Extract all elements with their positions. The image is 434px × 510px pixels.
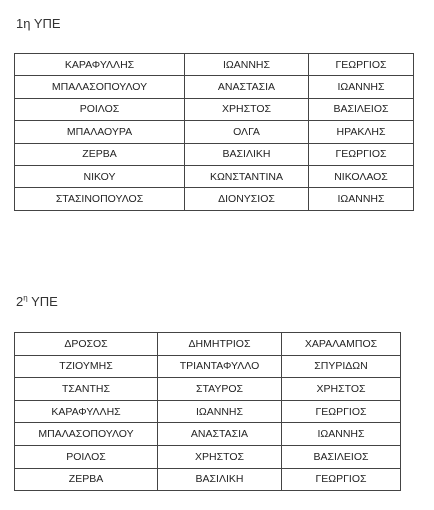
first-name-cell: ΧΡΗΣΤΟΣ: [185, 98, 309, 120]
father-name-cell: ΙΩΑΝΝΗΣ: [309, 76, 414, 98]
table-row: [15, 445, 401, 468]
surname-cell: ΚΑΡΑΦΥΛΛΗΣ: [15, 400, 158, 423]
father-name-cell: ΝΙΚΟΛΑΟΣ: [309, 165, 414, 187]
table-row: [15, 378, 401, 401]
table-row: [15, 355, 401, 378]
surname-cell: ΜΠΑΛΑΟΥΡΑ: [15, 121, 185, 143]
surname-cell: ΝΙΚΟΥ: [15, 165, 185, 187]
surname-cell: ΡΟΙΛΟΣ: [15, 445, 158, 468]
father-name-cell: ΓΕΩΡΓΙΟΣ: [309, 143, 414, 165]
table-row: [15, 98, 414, 120]
father-name-cell: ΧΡΗΣΤΟΣ: [282, 378, 401, 401]
section-2-heading-number: 2: [16, 294, 24, 309]
father-name-cell: ΓΕΩΡΓΙΟΣ: [309, 54, 414, 76]
table-row: [15, 188, 414, 210]
first-name-cell: ΤΡΙΑΝΤΑΦΥΛΛΟ: [158, 355, 282, 378]
surname-cell: ΖΕΡΒΑ: [15, 468, 158, 491]
father-name-cell: ΙΩΑΝΝΗΣ: [309, 188, 414, 210]
section-2-heading: [16, 294, 58, 309]
father-name-cell: ΓΕΩΡΓΙΟΣ: [282, 400, 401, 423]
surname-cell: ΚΑΡΑΦΥΛΛΗΣ: [15, 54, 185, 76]
table-row: [15, 423, 401, 446]
surname-cell: ΖΕΡΒΑ: [15, 143, 185, 165]
table-row: [15, 333, 401, 356]
first-name-cell: ΧΡΗΣΤΟΣ: [158, 445, 282, 468]
first-name-cell: ΙΩΑΝΝΗΣ: [158, 400, 282, 423]
table-row: [15, 54, 414, 76]
table-row: [15, 400, 401, 423]
surname-cell: ΡΟΙΛΟΣ: [15, 98, 185, 120]
section-2-heading-text: ΥΠΕ: [27, 294, 58, 309]
father-name-cell: ΣΠΥΡΙΔΩΝ: [282, 355, 401, 378]
first-name-cell: ΟΛΓΑ: [185, 121, 309, 143]
surname-cell: ΤΖΙΟΥΜΗΣ: [15, 355, 158, 378]
first-name-cell: ΒΑΣΙΛΙΚΗ: [158, 468, 282, 491]
table-row: [15, 121, 414, 143]
section-2-heading-superscript: η: [23, 293, 28, 303]
section-2-table: [14, 332, 401, 491]
surname-cell: ΜΠΑΛΑΣΟΠΟΥΛΟΥ: [15, 76, 185, 98]
table-row: [15, 165, 414, 187]
father-name-cell: ΒΑΣΙΛΕΙΟΣ: [282, 445, 401, 468]
section-1-heading: 1η ΥΠΕ: [16, 16, 61, 31]
table-row: [15, 76, 414, 98]
surname-cell: ΔΡΟΣΟΣ: [15, 333, 158, 356]
father-name-cell: ΗΡΑΚΛΗΣ: [309, 121, 414, 143]
first-name-cell: ΔΙΟΝΥΣΙΟΣ: [185, 188, 309, 210]
first-name-cell: ΒΑΣΙΛΙΚΗ: [185, 143, 309, 165]
first-name-cell: ΚΩΝΣΤΑΝΤΙΝΑ: [185, 165, 309, 187]
father-name-cell: ΒΑΣΙΛΕΙΟΣ: [309, 98, 414, 120]
surname-cell: ΣΤΑΣΙΝΟΠΟΥΛΟΣ: [15, 188, 185, 210]
first-name-cell: ΙΩΑΝΝΗΣ: [185, 54, 309, 76]
father-name-cell: ΧΑΡΑΛΑΜΠΟΣ: [282, 333, 401, 356]
first-name-cell: ΔΗΜΗΤΡΙΟΣ: [158, 333, 282, 356]
surname-cell: ΤΣΑΝΤΗΣ: [15, 378, 158, 401]
father-name-cell: ΙΩΑΝΝΗΣ: [282, 423, 401, 446]
first-name-cell: ΑΝΑΣΤΑΣΙΑ: [185, 76, 309, 98]
table-row: [15, 468, 401, 491]
section-1-table: [14, 53, 414, 211]
table-row: [15, 143, 414, 165]
surname-cell: ΜΠΑΛΑΣΟΠΟΥΛΟΥ: [15, 423, 158, 446]
first-name-cell: ΣΤΑΥΡΟΣ: [158, 378, 282, 401]
first-name-cell: ΑΝΑΣΤΑΣΙΑ: [158, 423, 282, 446]
father-name-cell: ΓΕΩΡΓΙΟΣ: [282, 468, 401, 491]
